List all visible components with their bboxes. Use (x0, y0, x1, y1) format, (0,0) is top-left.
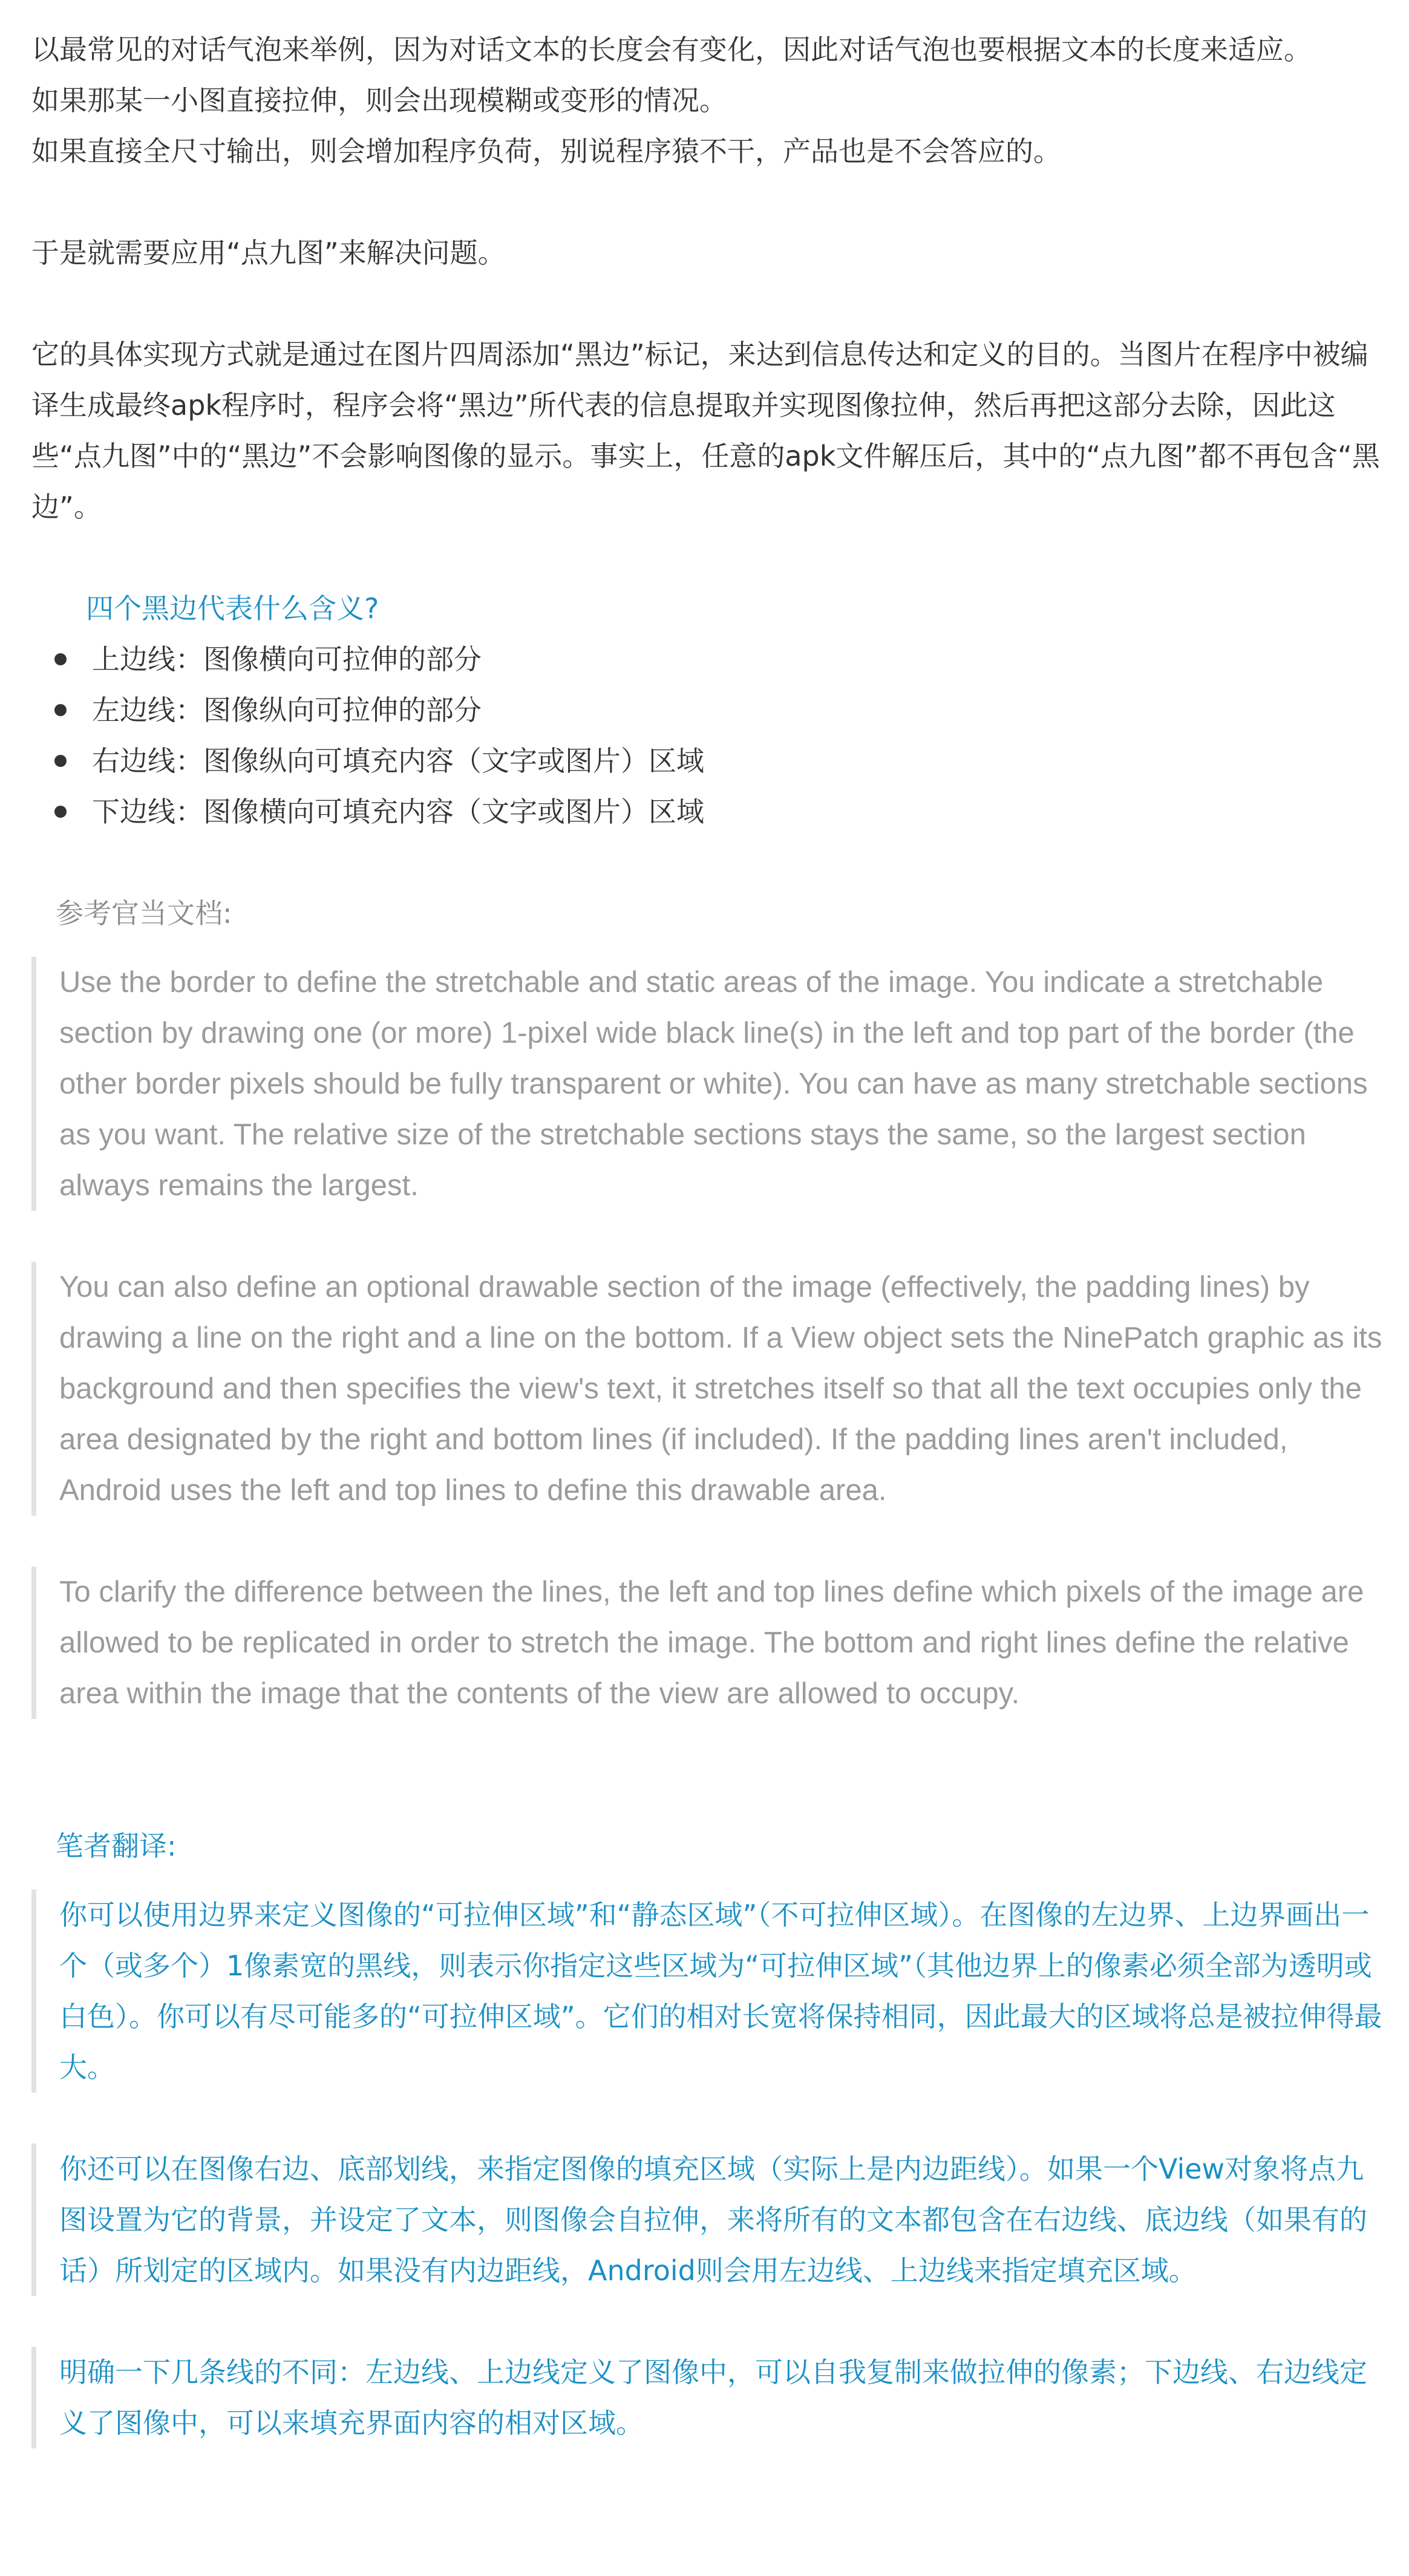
intro-paragraph-5: 它的具体实现方式就是通过在图片四周添加“黑边”标记，来达到信息传达和定义的目的。当图片在程序中被编译生成最终apk程序时，程序会将“黑边”所代表的信息提取并实现图像拉伸，然后再把这部分去除，因此这些“点九图”中的“黑边”不会影响图像的显示。事实上，任意的apk文件解压后，其中的“点九图”都不再包含“黑边”。 (31, 338, 1380, 523)
translation-label: 笔者翻译: (56, 1830, 177, 1862)
reference-quote-3: To clarify the difference between the lines, the left and top lines define which pixels of the image are allowed to be replicated in order to stretch the image. The bottom and right lines define the relative area within the image that the contents of the view are allowed to occupy. (31, 1567, 1387, 1719)
spacer (31, 278, 1387, 329)
list-item (31, 634, 1387, 685)
list-item-text: 右边线：图像纵向可填充内容（文字或图片）区域 (92, 745, 704, 777)
list-item (31, 735, 1387, 786)
reference-quote-1: Use the border to define the stretchable and static areas of the image. You indicate a stretchable section by drawing one (or more) 1-pixel wide black line(s) in the left and top part of the border (the other border pixels should be fully transparent or white). You can have as many stretchable sections as you want. The relative size of the stretchable sections stays the same, so the largest section always remains the largest. (31, 957, 1387, 1211)
spacer (31, 2093, 1387, 2144)
intro-paragraph-4: 于是就需要应用“点九图”来解决问题。 (31, 236, 506, 269)
spacer (31, 939, 1387, 957)
intro-paragraph-3: 如果直接全尺寸输出，则会增加程序负荷，别说程序猿不干，产品也是不会答应的。 (31, 135, 1061, 168)
list-item-text: 左边线：图像纵向可拉伸的部分 (92, 694, 482, 726)
bullet-icon (54, 806, 67, 818)
article-body (31, 24, 1387, 2448)
list-item-text: 上边线：图像横向可拉伸的部分 (92, 643, 482, 676)
spacer (31, 1516, 1387, 1567)
translation-quote-3: 明确一下几条线的不同：左边线、上边线定义了图像中，可以自我复制来做拉伸的像素；下边线、右边线定义了图像中，可以来填充界面内容的相对区域。 (31, 2347, 1387, 2448)
list-item (31, 786, 1387, 837)
spacer (31, 532, 1387, 583)
translation-quote-2: 你还可以在图像右边、底部划线，来指定图像的填充区域（实际上是内边距线）。如果一个View对象将点九图设置为它的背景，并设定了文本，则图像会自拉伸，来将所有的文本都包含在右边线、底边线（如果有的话）所划定的区域内。如果没有内边距线，Android则会用左边线、上边线来指定填充区域。 (31, 2144, 1387, 2296)
bullet-icon (54, 653, 67, 665)
spacer (31, 1719, 1387, 1821)
list-item (31, 685, 1387, 735)
intro-paragraph-2: 如果那某一小图直接拉伸，则会出现模糊或变形的情况。 (31, 84, 727, 117)
spacer (31, 1871, 1387, 1890)
meanings-list (31, 634, 1387, 837)
intro-paragraph-1: 以最常见的对话气泡来举例，因为对话文本的长度会有变化，因此对话气泡也要根据文本的长度来适应。 (31, 33, 1312, 66)
translation-quote-1: 你可以使用边界来定义图像的“可拉伸区域”和“静态区域”（不可拉伸区域）。在图像的左边界、上边界画出一个（或多个）1像素宽的黑线，则表示你指定这些区域为“可拉伸区域”（其他边界上的像素必须全部为透明或白色）。你可以有尽可能多的“可拉伸区域”。它们的相对长宽将保持相同，因此最大的区域将总是被拉伸得最大。 (31, 1890, 1387, 2093)
meanings-title: 四个黑边代表什么含义? (86, 592, 379, 625)
bullet-icon (54, 755, 67, 767)
reference-quote-2: You can also define an optional drawable section of the image (effectively, the padding lines) by drawing a line on the right and a line on the bottom. If a View object sets the NinePatch graphic as its background and then specifies the view's text, it stretches itself so that all the text occupies only the area designated by the right and bottom lines (if included). If the padding lines aren't included, Android uses the left and top lines to define this drawable area. (31, 1262, 1387, 1516)
bullet-icon (54, 704, 67, 716)
spacer (31, 177, 1387, 227)
list-item-text: 下边线：图像横向可填充内容（文字或图片）区域 (92, 795, 704, 828)
spacer (31, 837, 1387, 888)
spacer (31, 2296, 1387, 2347)
reference-label: 参考官当文档: (56, 897, 232, 930)
spacer (31, 1211, 1387, 1262)
